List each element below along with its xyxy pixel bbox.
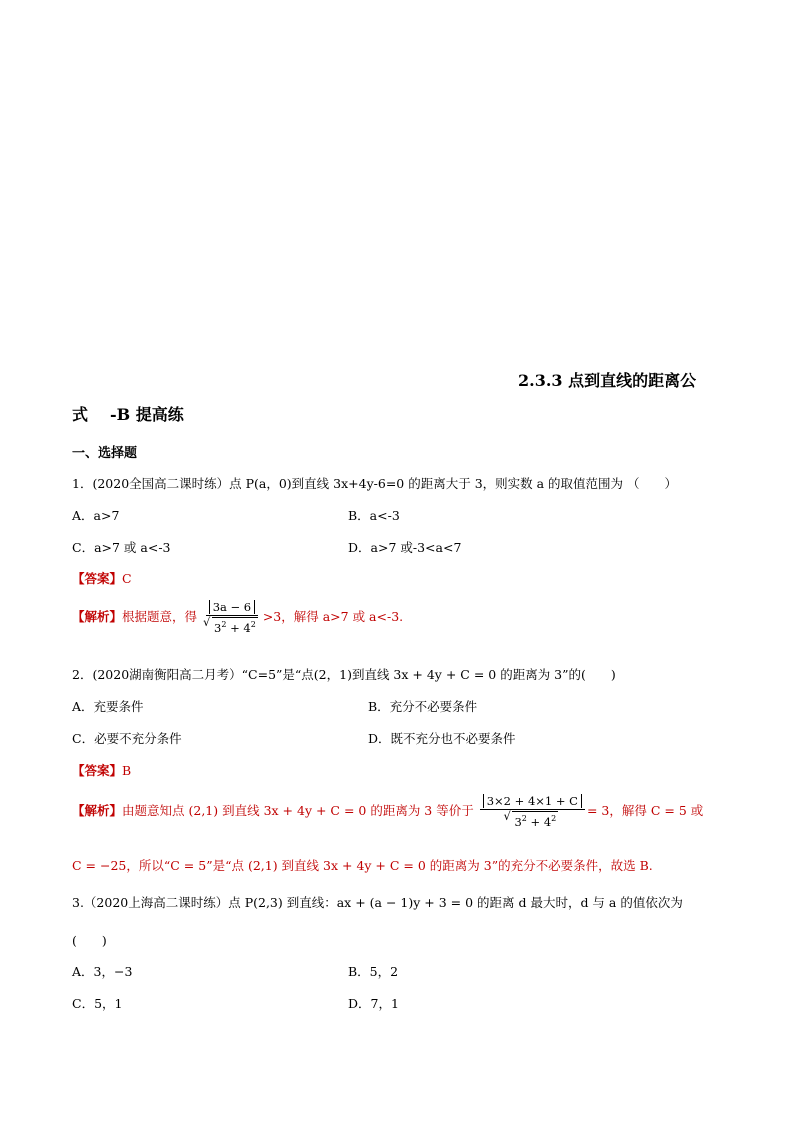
question-1-stem: 1．(2020全国高二课时练）点 P(a，0)到直线 3x+4y-6=0 的距离大于 3，则实数 a 的取值范围为 （ ） [72,476,678,491]
q3-option-c: C．5，1 [72,996,123,1011]
q2-option-b: B．充分不必要条件 [368,699,478,714]
q2-analysis [72,794,703,829]
q1-analysis [72,600,403,635]
title-fragment: 式 [72,405,89,424]
q1-option-a: A．a>7 [72,508,120,523]
analysis-label: 【解析】 [72,608,123,624]
analysis-label: 【解析】 [72,802,123,818]
q3-option-d: D．7，1 [348,996,399,1011]
document-title-continued [72,402,184,425]
question-2-stem: 2．(2020湖南衡阳高二月考）“C=5”是“点(2，1)到直线 3x + 4y + C = 0 的距离为 3”的( ) [72,667,616,682]
sqrt-expression: √ $3^2 + 4^2$ [212,617,258,635]
title-subtitle: -B 提高练 [110,405,184,424]
q1-answer [72,569,132,587]
analysis-result: = 3，解得 C = 5 或 [586,802,704,818]
distance-fraction [203,600,261,635]
answer-label: 【答案】 [72,763,123,778]
answer-value: C [122,571,132,586]
q2-option-a: A．充要条件 [72,699,144,714]
fraction-numerator: 3a − 6 [209,600,255,614]
answer-value: B [122,763,132,778]
answer-label: 【答案】 [72,571,123,586]
q1-option-c: C．a>7 或 a<-3 [72,540,171,555]
q2-analysis-continued: C = −25，所以“C = 5”是“点 (2,1) 到直线 3x + 4y + C = 0 的距离为 3”的充分不必要条件，故选 B. [72,858,653,873]
analysis-text: 由题意知点 (2,1) 到直线 3x + 4y + C = 0 的距离为 3 等价于 [122,802,474,818]
q3-option-a: A．3，−3 [72,964,133,979]
q2-option-c: C．必要不充分条件 [72,731,182,746]
section-heading: 一、选择题 [72,446,138,461]
document-title: 2.3.3 点到直线的距离公 [518,371,697,390]
q1-option-b: B．a<-3 [348,508,400,523]
distance-fraction [480,794,585,829]
question-3-stem: 3.（2020上海高二课时练）点 P(2,3) 到直线：ax + (a − 1)y + 3 = 0 的距离 d 最大时，d 与 a 的值依次为 [72,895,683,910]
q2-answer [72,761,131,779]
q2-option-d: D．既不充分也不必要条件 [368,731,516,746]
fraction-numerator: 3×2 + 4×1 + C [483,794,582,808]
q1-option-d: D．a>7 或-3<a<7 [348,540,462,555]
question-3-blank: ( ) [72,933,107,948]
q3-option-b: B．5，2 [348,964,399,979]
sqrt-expression: √ $3^2 + 4^2$ [512,811,558,829]
analysis-text: 根据题意，得 [122,608,198,624]
analysis-conclusion: >3，解得 a>7 或 a<-3. [262,608,404,624]
